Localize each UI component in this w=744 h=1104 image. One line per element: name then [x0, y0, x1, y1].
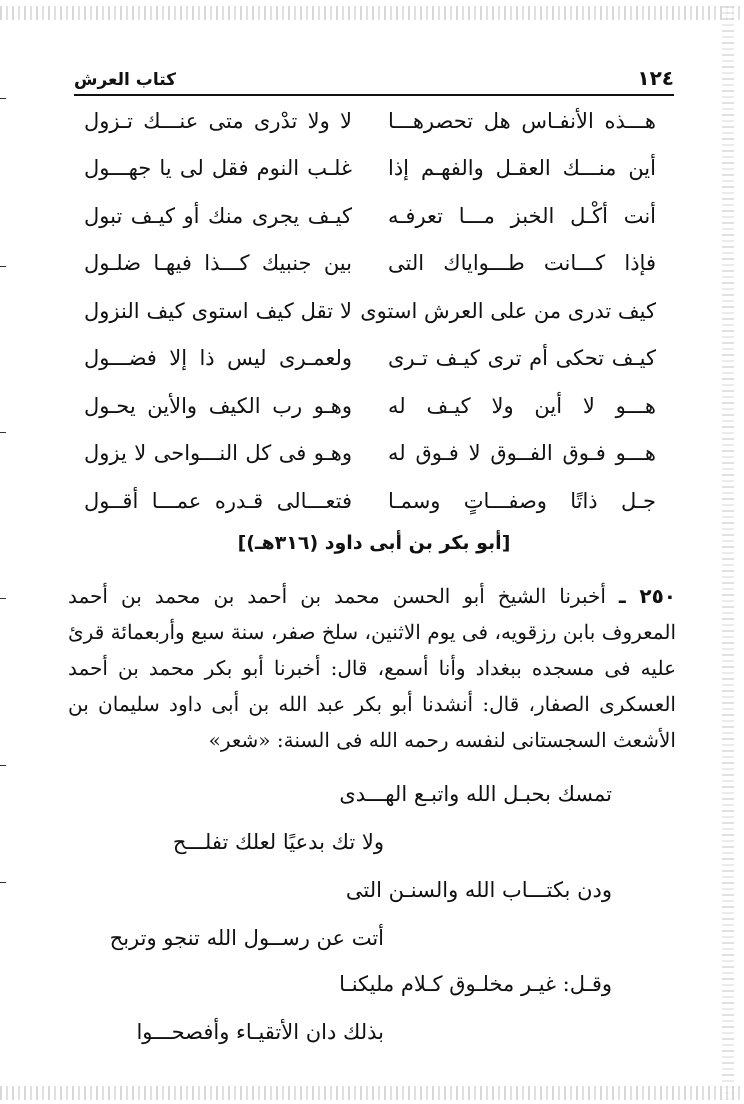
- prose-line-text: أخبرنا الشيخ أبو الحسن محمد بن أحمد بن محمد بن أحمد: [68, 584, 606, 608]
- poem-hemistich-left: كيـف يجرى منك أو كيـف تبول: [84, 203, 352, 228]
- poem-hemistich-left: وهـو رب الكيف والأين يحـول: [84, 393, 352, 418]
- poem-hemistich-right: هـــو فـوق الفــوق لا فـوق له: [388, 441, 656, 466]
- page-number: ١٢٤: [637, 66, 674, 90]
- poem-hemistich-left: فتعـــالى قـدره عمـــا أقــول: [84, 488, 352, 513]
- section-heading: [أبو بكر بن أبى داود (٣١٦هـ)]: [237, 532, 511, 554]
- prose-line: العسكرى الصفار، قال: أنشدنا أبو بكر عبد الله بن أبى داود سليمان بن: [68, 692, 676, 716]
- poem-row: [84, 192, 656, 240]
- poem-hemistich-left: ولعمـرى ليس ذا إلا فضـــول: [84, 346, 352, 371]
- edge-tick: [0, 598, 6, 599]
- poem-row: [84, 287, 656, 335]
- poem-hemistich-left: وهـو فى كل النـــواحى لا يزول: [84, 441, 352, 466]
- poem-row: [84, 335, 656, 383]
- narration-paragraph: [68, 578, 676, 758]
- edge-tick: [0, 98, 6, 99]
- edge-tick: [0, 882, 6, 883]
- prose-line: [68, 578, 676, 614]
- poem-hemistich-right: فإذا كـــانت طـــواياك التى: [388, 251, 656, 276]
- poem-hemistich-left: غلـب النوم فقل لى يا جهـــول: [84, 156, 352, 181]
- poem-hemistich-right: جـل ذاتًا وصفـــاتٍ وسمـا: [388, 488, 656, 513]
- poem-hemistich-right: أين منـــك العقـل والفهـم إذا: [388, 156, 656, 181]
- running-title: كتاب العرش: [74, 70, 177, 90]
- poem-hemistich-left: لا تقل كيف استوى كيف النزول: [84, 298, 352, 323]
- edge-tick: [0, 765, 6, 766]
- poem-row: [84, 240, 656, 288]
- prose-line: عليه فى مسجده ببغداد وأنا أسمع، قال: أخبرنا أبو بكر محمد بن أحمد: [68, 656, 676, 680]
- page-header: [74, 60, 674, 96]
- poem-row: [84, 97, 656, 145]
- edge-tick: [0, 266, 6, 267]
- poem-hemistich-left: لا ولا تدْرى متى عنـــك تـزول: [84, 108, 352, 133]
- entry-number: ٢٥٠ ـ: [618, 584, 676, 608]
- verse-line: وقـل: غيـر مخلـوق كـلام مليكنـا: [339, 972, 612, 996]
- poem-hemistich-right: كيف تدرى من على العرش استوى: [360, 298, 656, 323]
- edge-tick: [0, 432, 6, 433]
- prose-line: المعروف بابن رزقويه، فى يوم الاثنين، سلخ صفر، سنة سبع وأربعمائة قرئ: [68, 620, 676, 644]
- decorative-border-bottom: [0, 1086, 744, 1100]
- poem-hemistich-right: هـــو لا أين ولا كيـف له: [388, 393, 656, 418]
- poem-row: [84, 382, 656, 430]
- poem-hemistich-right: هـــذه الأنفـاس هل تحصرهـــا: [388, 108, 656, 133]
- verse-line: تمسك بحبـل الله واتبـع الهـــدى: [339, 782, 612, 806]
- prose-line: الأشعث السجستانى لنفسه رحمه الله فى السنة: «شعر»: [208, 728, 676, 752]
- poem-row: [84, 145, 656, 193]
- poem-row: [84, 477, 656, 525]
- poem-hemistich-left: بين جنبيك كـــذا فيهـا ضلـول: [84, 251, 352, 276]
- decorative-border-right: [722, 6, 734, 1100]
- verse-line: أتت عن رســول الله تنجو وتربح: [109, 926, 384, 950]
- verse-line: ولا تك بدعيًا لعلك تفلـــح: [172, 830, 384, 854]
- poem: [84, 97, 656, 525]
- verse-line: ودن بكتـــاب الله والسنـن التى: [345, 878, 612, 902]
- poem-hemistich-right: أنت أكْـل الخبز مـــا تعرفـه: [388, 203, 656, 228]
- poem-row: [84, 430, 656, 478]
- decorative-border-top: [0, 6, 744, 20]
- poem-hemistich-right: كيـف تحكى أم ترى كيـف تـرى: [388, 346, 656, 371]
- verse-line: بذلك دان الأتقيـاء وأفصحـــوا: [136, 1020, 384, 1044]
